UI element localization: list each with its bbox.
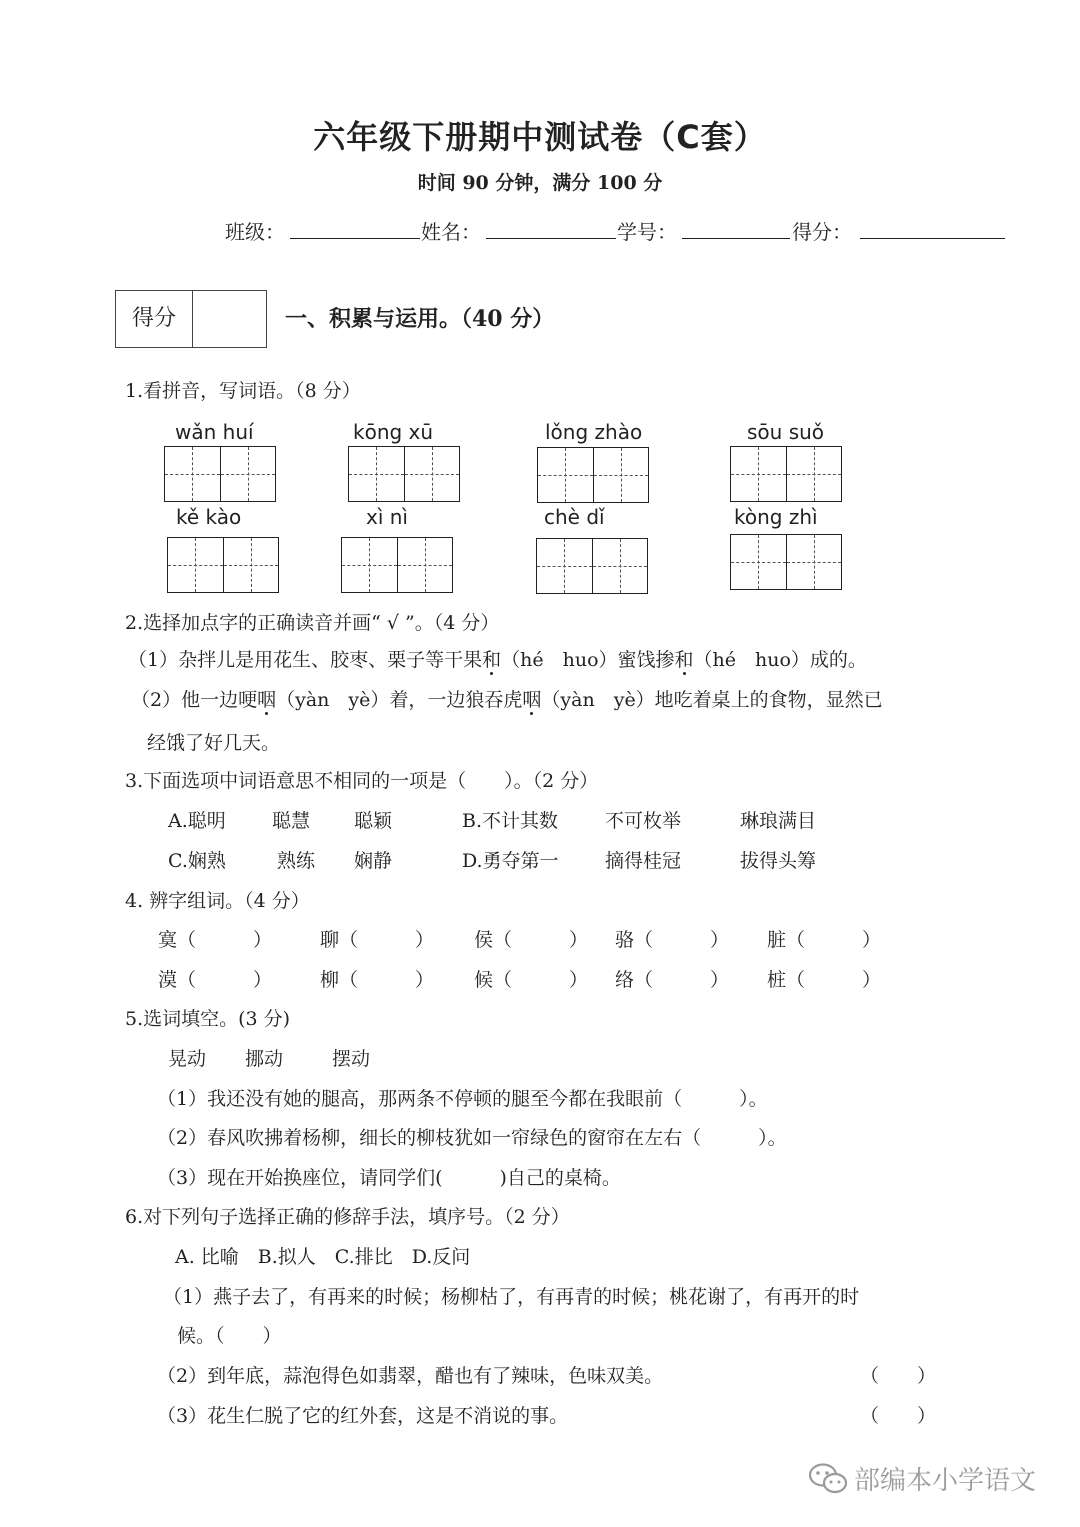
- q5-sentence-3[interactable]: （3）现在开始换座位，请同学们( )自己的桌椅。: [157, 1167, 621, 1189]
- tianzige-1[interactable]: [164, 446, 276, 502]
- q2-l1-a: （1）杂拌儿是用花生、胶枣、栗子等干果: [128, 649, 483, 671]
- name-blank[interactable]: [486, 238, 616, 239]
- q2-line-1: [128, 645, 867, 672]
- q3-prompt: 3.下面选项中词语意思不相同的一项是（ ）。（2 分）: [125, 770, 599, 792]
- q3-option-a-2: 聪慧: [272, 810, 311, 832]
- q4-item-9[interactable]: 络（ ）: [615, 969, 730, 991]
- watermark: [808, 1460, 1036, 1497]
- q3-option-a-3: 聪颖: [354, 810, 393, 832]
- pinyin-ke-kao: kě kào: [176, 505, 242, 529]
- student-id-label: 学号：: [617, 220, 677, 244]
- q2-dotted-char-3: 咽: [257, 689, 277, 711]
- q4-item-5[interactable]: 脏（ ）: [767, 929, 882, 951]
- q3-option-d-1[interactable]: D.勇夺第一: [462, 850, 559, 872]
- q6-sentence-3: （3）花生仁脱了它的红外套，这是不消说的事。: [157, 1405, 569, 1427]
- tianzige-2[interactable]: [348, 446, 460, 502]
- q4-item-1[interactable]: 寞（ ）: [158, 929, 273, 951]
- q4-prompt: 4. 辨字组词。（4 分）: [125, 890, 310, 912]
- section-1-title: 一、积累与运用。（40 分）: [285, 306, 555, 332]
- q5-word-2: 挪动: [245, 1048, 284, 1070]
- pinyin-wan-hui: wǎn huí: [175, 420, 254, 444]
- page-title: 六年级下册期中测试卷（C套）: [313, 118, 767, 156]
- wechat-icon: [808, 1462, 848, 1496]
- pinyin-che-di: chè dǐ: [544, 505, 605, 529]
- q4-item-3[interactable]: 侯（ ）: [474, 929, 589, 951]
- q6-options: A. 比喻 B.拟人 C.排比 D.反问: [175, 1246, 471, 1268]
- score-blank[interactable]: [860, 238, 1005, 239]
- q6-blank-2[interactable]: （ ）: [860, 1365, 937, 1387]
- q2-l1-b[interactable]: （hé huo）蜜饯掺: [501, 649, 675, 671]
- q4-item-8[interactable]: 候（ ）: [474, 969, 589, 991]
- q3-option-b-1[interactable]: B.不计其数: [462, 810, 559, 832]
- q2-l1-c[interactable]: （hé huo）成的。: [693, 649, 867, 671]
- q6-sentence-1b[interactable]: 候。（ ）: [177, 1325, 282, 1347]
- q6-sentence-1a: （1）燕子去了，有再来的时候；杨柳枯了，有再青的时候；桃花谢了，有再开的时: [163, 1286, 860, 1308]
- q4-item-2[interactable]: 聊（ ）: [320, 929, 435, 951]
- section-score-box: [115, 290, 267, 348]
- pinyin-kong-zhi: kòng zhì: [734, 505, 818, 529]
- pinyin-xi-ni: xì nì: [366, 505, 408, 529]
- q3-option-d-3: 拔得头筹: [740, 850, 817, 872]
- q1-prompt: 1.看拼音，写词语。（8 分）: [125, 380, 361, 402]
- pinyin-sou-suo: sōu suǒ: [747, 420, 825, 444]
- q3-option-b-3: 琳琅满目: [740, 810, 817, 832]
- q3-option-d-2: 摘得桂冠: [605, 850, 682, 872]
- tianzige-4[interactable]: [730, 446, 842, 502]
- q2-dotted-char-1: 和: [482, 649, 502, 671]
- tianzige-7[interactable]: [536, 538, 648, 594]
- pinyin-kong-xu: kōng xū: [353, 420, 434, 444]
- q3-option-c-2: 熟练: [277, 850, 316, 872]
- q6-blank-3[interactable]: （ ）: [860, 1405, 937, 1427]
- q5-word-3: 摆动: [332, 1048, 371, 1070]
- score-box-label: 得分: [116, 291, 193, 347]
- class-blank[interactable]: [290, 238, 420, 239]
- q4-item-6[interactable]: 漠（ ）: [158, 969, 273, 991]
- watermark-text: 部编本小学语文: [854, 1466, 1037, 1496]
- q6-prompt: 6.对下列句子选择正确的修辞手法，填序号。（2 分）: [125, 1206, 570, 1228]
- exam-subtitle: 时间 90 分钟，满分 100 分: [417, 172, 663, 194]
- q3-option-b-2: 不可枚举: [605, 810, 682, 832]
- q2-l2-c[interactable]: （yàn yè）地吃着桌上的食物，显然已: [541, 689, 883, 711]
- student-id-blank[interactable]: [682, 238, 790, 239]
- tianzige-3[interactable]: [537, 447, 649, 503]
- q4-item-7[interactable]: 柳（ ）: [320, 969, 435, 991]
- score-label: 得分：: [792, 220, 852, 244]
- tianzige-5[interactable]: [167, 537, 279, 593]
- q2-line-3: 经饿了好几天。: [147, 732, 281, 754]
- tianzige-8[interactable]: [730, 534, 842, 590]
- q2-l2-b[interactable]: （yàn yè）着，一边狼吞虎: [276, 689, 523, 711]
- q6-sentence-2: （2）到年底，蒜泡得色如翡翠，醋也有了辣味，色味双美。: [157, 1365, 664, 1387]
- q3-option-c-3: 娴静: [354, 850, 393, 872]
- q3-option-a-1[interactable]: A.聪明: [168, 810, 226, 832]
- q5-sentence-2[interactable]: （2）春风吹拂着杨柳，细长的柳枝犹如一帘绿色的窗帘在左右（ ）。: [157, 1127, 787, 1149]
- q2-l2-a: （2）他一边哽: [131, 689, 258, 711]
- name-label: 姓名：: [421, 220, 481, 244]
- q4-item-4[interactable]: 骆（ ）: [615, 929, 730, 951]
- q3-option-c-1[interactable]: C.娴熟: [168, 850, 226, 872]
- q5-sentence-1[interactable]: （1）我还没有她的腿高，那两条不停顿的腿至今都在我眼前（ ）。: [157, 1088, 768, 1110]
- q2-dotted-char-2: 和: [674, 649, 694, 671]
- q5-prompt: 5.选词填空。(3 分): [125, 1008, 291, 1030]
- q2-line-2: [131, 685, 883, 712]
- q2-dotted-char-4: 咽: [522, 689, 542, 711]
- pinyin-long-zhao: lǒng zhào: [545, 420, 643, 444]
- q4-item-10[interactable]: 桩（ ）: [767, 969, 882, 991]
- class-label: 班级：: [225, 220, 285, 244]
- tianzige-6[interactable]: [341, 537, 453, 593]
- q2-prompt: 2.选择加点字的正确读音并画“ √ ”。（4 分）: [125, 612, 500, 634]
- q5-word-1: 晃动: [168, 1048, 207, 1070]
